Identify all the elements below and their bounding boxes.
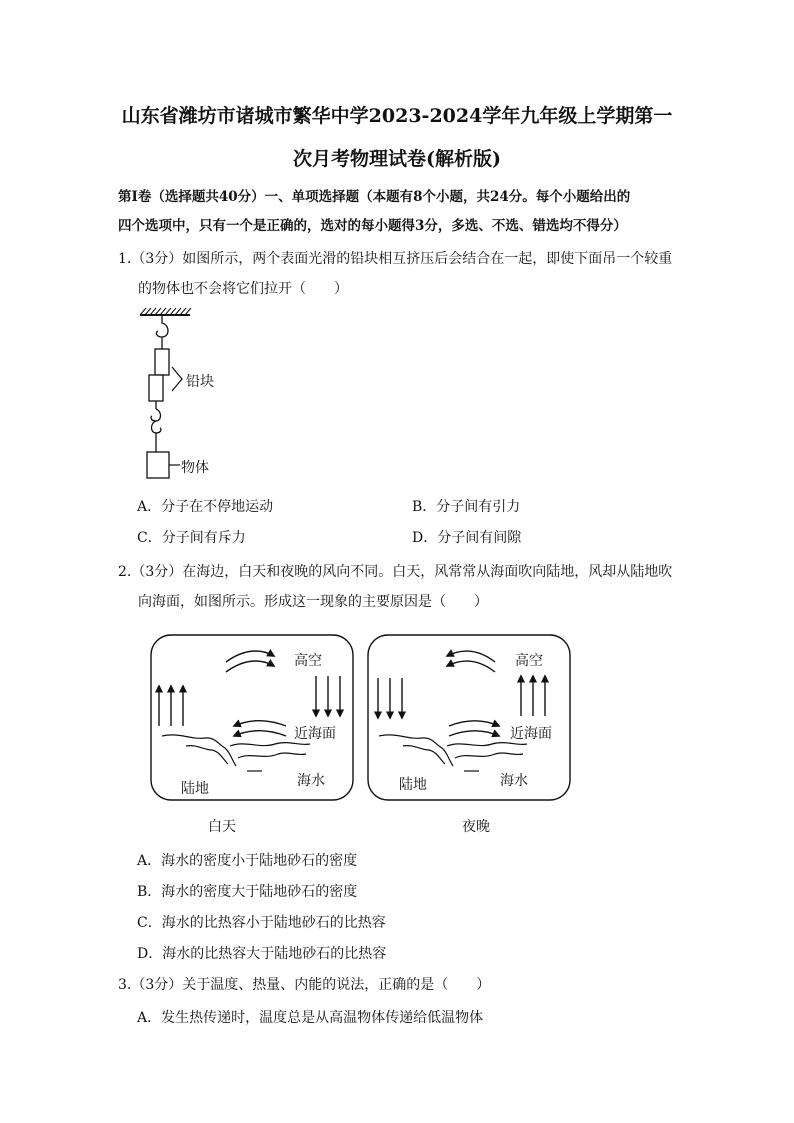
q1-stem-line-2: 的物体也不会将它们拉开（ ） [138,281,348,297]
q1-option-c: C．分子间有斥力 [137,530,246,546]
q1-option-d: D．分子间有间隙 [412,530,522,546]
q1-option-a: A．分子在不停地运动 [137,499,274,515]
day-label-near-sea: 近海面 [294,726,336,742]
section-instructions-line-2: 四个选项中，只有一个是正确的，选对的每小题得3分，多选、不选、错选均不得分） [118,218,627,234]
day-caption: 白天 [208,819,236,835]
day-label-sea-water: 海水 [297,773,325,789]
exam-title-line-2: 次月考物理试卷(解析版) [293,148,501,170]
day-label-high-altitude: 高空 [294,653,322,669]
section-instructions-line-1: 第Ⅰ卷（选择题共40分）一、单项选择题（本题有8个小题，共24分。每个小题给出的 [118,189,631,205]
label-lead-block: 铅块 [186,374,214,390]
q2-option-c: C．海水的比热容小于陆地砂石的比热容 [137,915,386,931]
night-label-land: 陆地 [399,777,427,793]
day-label-land: 陆地 [181,781,209,797]
night-label-sea-water: 海水 [500,773,528,789]
label-object: 物体 [181,460,209,476]
night-label-high-altitude: 高空 [515,653,543,669]
q3-stem: 3.（3分）关于温度、热量、内能的说法，正确的是（ ） [118,977,491,993]
q2-stem-line-2: 向海面，如图所示。形成这一现象的主要原因是（ ） [138,594,488,610]
exam-title-line-1: 山东省潍坊市诸城市繁华中学2023-2024学年九年级上学期第一 [121,105,673,127]
night-caption: 夜晚 [462,819,490,835]
q2-option-a: A．海水的密度小于陆地砂石的密度 [137,853,358,869]
q2-option-b: B．海水的密度大于陆地砂石的密度 [137,884,358,900]
night-label-near-sea: 近海面 [510,726,552,742]
q2-option-d: D．海水的比热容大于陆地砂石的比热容 [137,946,387,962]
q1-option-b: B．分子间有引力 [412,499,521,515]
q2-stem-line-1: 2.（3分）在海边，白天和夜晚的风向不同。白天，风常常从海面吹向陆地，风却从陆地吹 [118,564,673,580]
q3-option-a: A．发生热传递时，温度总是从高温物体传递给低温物体 [137,1010,484,1026]
q1-stem-line-1: 1.（3分）如图所示，两个表面光滑的铅块相互挤压后会结合在一起，即使下面吊一个较重 [118,251,673,267]
